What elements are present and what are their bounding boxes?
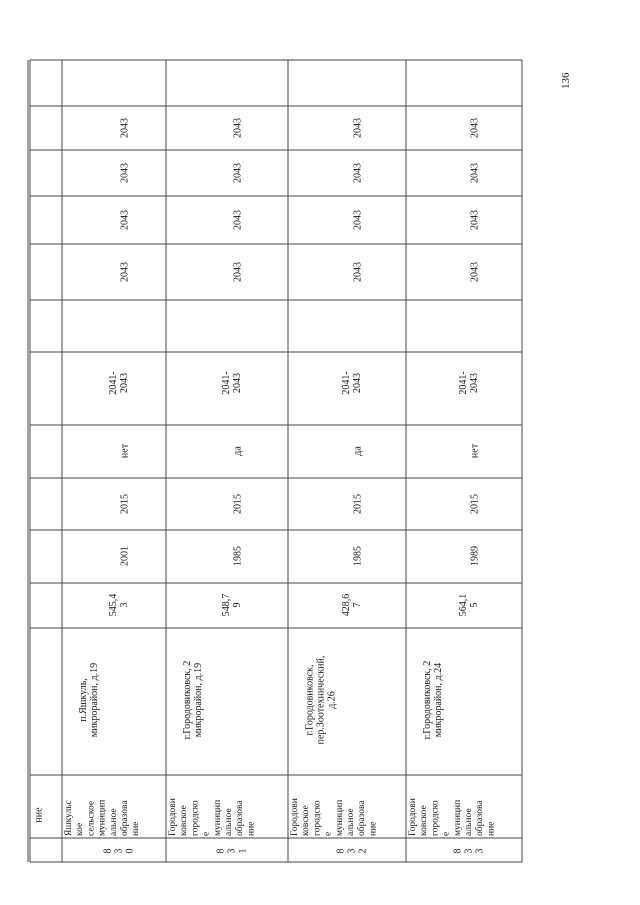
cell-col-15: 2043 bbox=[469, 118, 481, 138]
page-number: 136 bbox=[560, 72, 572, 90]
cell-col-12: 2043 bbox=[469, 262, 481, 282]
cell-col-14: 2043 bbox=[469, 163, 481, 183]
cell-period: 2041-2043 bbox=[457, 371, 481, 395]
cell-name: Городовиковскоегородскоемуниципальноеобразование bbox=[408, 798, 497, 836]
cell-col-15: 2043 bbox=[232, 118, 244, 138]
cell-year2: 2015 bbox=[232, 494, 244, 514]
cell-col-13: 2043 bbox=[232, 210, 244, 230]
cell-year-built: 1985 bbox=[352, 546, 364, 566]
cell-address: п.Яшкуль,микрорайон, д.19 bbox=[77, 662, 101, 738]
cell-col-14: 2043 bbox=[232, 163, 244, 183]
cell-flag: да bbox=[232, 446, 244, 456]
cell-year-built: 2001 bbox=[119, 546, 131, 566]
cell-row-number: 830 bbox=[102, 848, 136, 854]
cell-name: Яшкульскоесельскоемуниципальноеобразование bbox=[64, 799, 142, 836]
cell-area: 428,67 bbox=[340, 593, 364, 617]
cell-name: Городовиковскоегородскоемуниципальноеобразование bbox=[168, 798, 257, 836]
cell-year-built: 1989 bbox=[469, 546, 481, 566]
cell-row-number: 833 bbox=[452, 848, 486, 854]
cell-name: Городовиковскоегородскоемуниципальноеобразование bbox=[290, 798, 379, 836]
cell-col-15: 2043 bbox=[119, 118, 131, 138]
cell-year2: 2015 bbox=[469, 494, 481, 514]
cell-col-12: 2043 bbox=[352, 262, 364, 282]
cell-address: г.Городовиковск, 2микрорайон, д.24 bbox=[421, 660, 445, 740]
cell-flag: нет bbox=[119, 443, 131, 459]
cell-area: 545,43 bbox=[107, 593, 131, 617]
cell-flag: нет bbox=[469, 443, 481, 459]
cell-period: 2041-2043 bbox=[220, 371, 244, 395]
cell-col-15: 2043 bbox=[352, 118, 364, 138]
cell-area: 548,79 bbox=[220, 593, 244, 617]
cell-address: г.Городовиковск, 2микрорайон, д.19 bbox=[181, 660, 205, 740]
cell-flag: да bbox=[352, 446, 364, 456]
header-fragment: ние bbox=[33, 807, 45, 823]
cell-col-13: 2043 bbox=[352, 210, 364, 230]
cell-col-12: 2043 bbox=[232, 262, 244, 282]
cell-area: 564,15 bbox=[457, 593, 481, 617]
cell-col-14: 2043 bbox=[119, 163, 131, 183]
cell-col-13: 2043 bbox=[119, 210, 131, 230]
cell-address: г.Городовиковск,пер.Зоотехнический,д.26 bbox=[304, 655, 338, 745]
cell-row-number: 832 bbox=[335, 848, 369, 854]
cell-col-12: 2043 bbox=[119, 262, 131, 282]
cell-year2: 2015 bbox=[119, 494, 131, 514]
cell-period: 2041-2043 bbox=[340, 371, 364, 395]
cell-col-14: 2043 bbox=[352, 163, 364, 183]
cell-year-built: 1985 bbox=[232, 546, 244, 566]
cell-col-13: 2043 bbox=[469, 210, 481, 230]
cell-year2: 2015 bbox=[352, 494, 364, 514]
cell-row-number: 831 bbox=[215, 848, 249, 854]
cell-period: 2041-2043 bbox=[107, 371, 131, 395]
